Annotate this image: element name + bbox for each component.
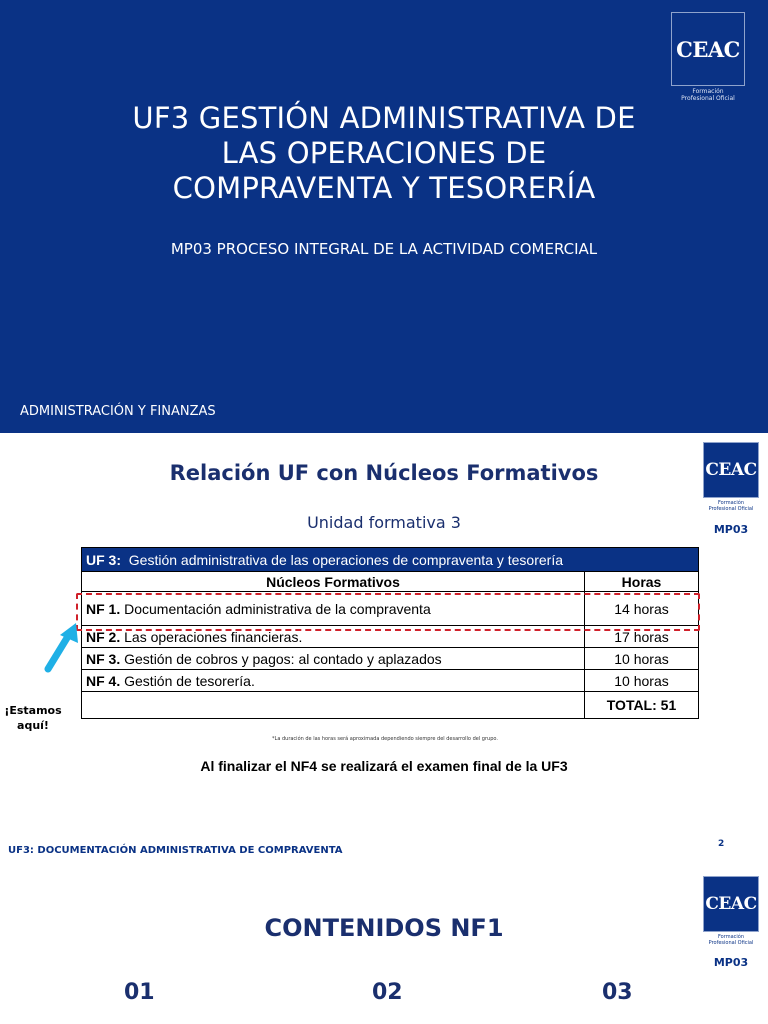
logo-text: CEAC (705, 460, 757, 480)
uf-title: Gestión administrativa de las operaciones de compraventa y tesorería (128, 551, 564, 568)
logo-tagline-line: Formación (717, 500, 745, 506)
table-row (82, 670, 699, 692)
total-cell: TOTAL: 51 (585, 692, 699, 719)
ceac-logo (703, 876, 759, 932)
hours-cell: 14 horas (585, 592, 699, 626)
nf-text: Gestión de tesorería. (124, 672, 255, 689)
logo-tagline (695, 934, 767, 946)
nf-cell (82, 670, 585, 692)
slide-title: Relación UF con Núcleos Formativos (169, 461, 599, 485)
exam-note: Al finalizar el NF4 se realizará el examen final de la UF3 (200, 758, 568, 774)
title-line: UF3 GESTIÓN ADMINISTRATIVA DE (132, 101, 636, 135)
nf-text: Documentación administrativa de la compraventa (124, 600, 431, 617)
nf-code: NF 1. (86, 600, 121, 617)
here-label (2, 703, 64, 733)
here-label-line: aquí! (17, 719, 49, 732)
nucleos-table (81, 547, 699, 719)
arrow-icon (42, 623, 80, 675)
section-number: 01 (124, 980, 155, 1005)
contents-slide (0, 868, 768, 1024)
module-code: MP03 (713, 523, 749, 536)
relation-slide (0, 433, 768, 856)
course-name: ADMINISTRACIÓN Y FINANZAS (20, 404, 216, 419)
footnote: *La duración de las horas será aproximada dependiendo siempre del desarrollo del grupo. (272, 736, 498, 742)
logo-text: CEAC (676, 36, 740, 62)
title-line: LAS OPERACIONES DE (221, 136, 547, 170)
nf-cell (82, 648, 585, 670)
uf-code: UF 3: (86, 551, 121, 568)
hours-cell: 10 horas (585, 648, 699, 670)
current-nf-highlight (76, 593, 700, 631)
empty-cell (82, 692, 585, 719)
nf-code: NF 3. (86, 650, 121, 667)
logo-text: CEAC (705, 894, 757, 914)
here-label-line: ¡Estamos (4, 704, 62, 717)
nf-text: Gestión de cobros y pagos: al contado y aplazados (124, 650, 442, 667)
logo-tagline (666, 88, 750, 102)
nf-code: NF 2. (86, 628, 121, 645)
column-horas: Horas (585, 572, 699, 592)
slide-subtitle: MP03 PROCESO INTEGRAL DE LA ACTIVIDAD COMERCIAL (170, 240, 598, 258)
logo-tagline-line: Profesional Oficial (708, 940, 754, 946)
slide-subtitle: Unidad formativa 3 (307, 513, 461, 532)
ceac-logo (703, 442, 759, 498)
logo-tagline-line: Formación (717, 934, 745, 940)
total-row (82, 692, 699, 719)
title-line: COMPRAVENTA Y TESORERÍA (172, 171, 596, 205)
page-number: 2 (718, 839, 725, 849)
module-code: MP03 (713, 956, 749, 969)
column-nucleos: Núcleos Formativos (82, 572, 585, 592)
section-number: 03 (602, 980, 633, 1005)
slide-footer: UF3: DOCUMENTACIÓN ADMINISTRATIVA DE COMPRAVENTA (8, 845, 343, 856)
column-header-row (82, 572, 699, 592)
ceac-logo (671, 12, 745, 86)
hours-cell: 10 horas (585, 670, 699, 692)
nf-text: Las operaciones financieras. (124, 628, 303, 645)
slide-title: CONTENIDOS NF1 (264, 914, 504, 942)
table-header-cell (82, 548, 699, 572)
logo-tagline-line: Profesional Oficial (708, 506, 754, 512)
table-header-row (82, 548, 699, 572)
logo-tagline-line: Profesional Oficial (681, 95, 735, 102)
logo-tagline (695, 500, 767, 512)
title-slide (0, 0, 768, 433)
logo-tagline-line: Formación (692, 88, 724, 95)
nf-code: NF 4. (86, 672, 121, 689)
section-number: 02 (372, 980, 403, 1005)
hours-cell: 17 horas (585, 626, 699, 648)
slide-title (84, 101, 684, 206)
table-row (82, 648, 699, 670)
